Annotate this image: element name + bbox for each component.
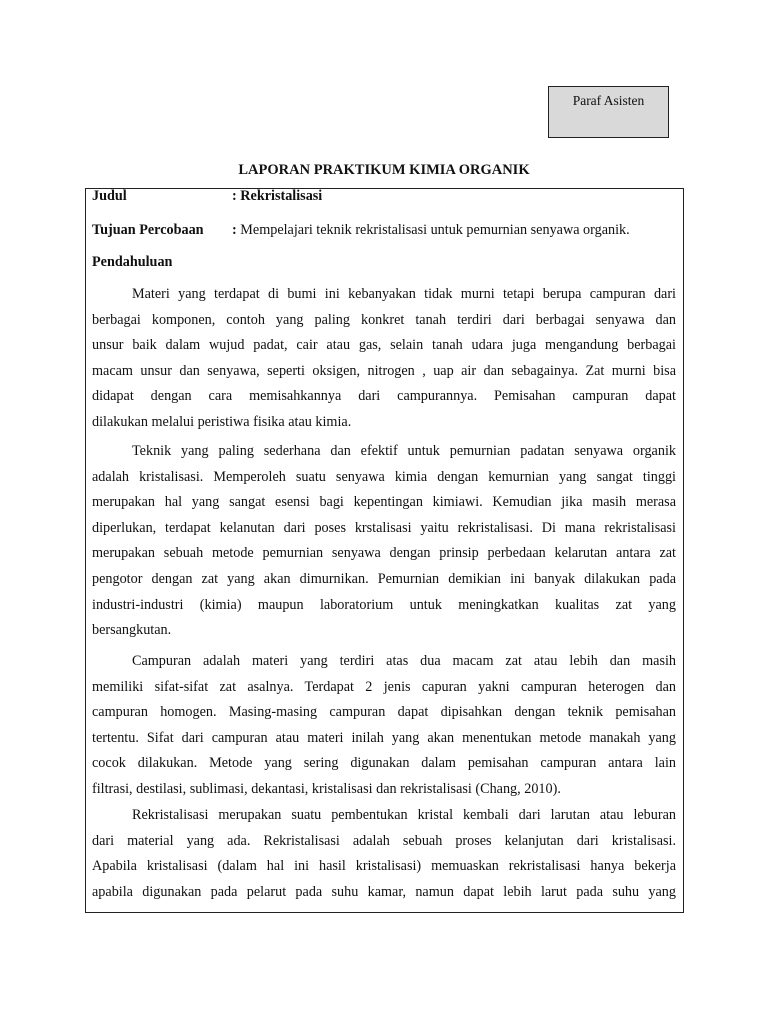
paragraph-line: didapat dengan cara memisahkannya dari campurannya. Pemisahan campuran dapat: [92, 388, 676, 405]
paragraph-line: tertentu. Sifat dari campuran atau materi inilah yang akan menentukan metode manakah yang: [92, 729, 676, 746]
paragraph-line: unsur baik dalam wujud padat, cair atau gas, selain tanah udara juga mengandung berbagai: [92, 337, 676, 354]
paragraph-line: memiliki sifat-sifat zat asalnya. Terdapat 2 jenis capuran yakni campuran heterogen dan: [92, 678, 676, 695]
paragraph-line: merupakan hal yang sangat esensi bagi kepentingan kimiawi. Kemudian jika masih merasa: [92, 494, 676, 511]
judul-value: : Rekristalisasi: [232, 188, 323, 204]
judul-label: Judul: [92, 188, 127, 204]
paragraph-line: bersangkutan.: [92, 622, 172, 639]
tujuan-colon: :: [232, 222, 237, 238]
paragraph-1: [92, 282, 676, 436]
paragraph-line: Apabila kristalisasi (dalam hal ini hasil kristalisasi) memuaskan rekristalisasi hanya bekerja: [92, 858, 676, 875]
tujuan-value: [232, 222, 630, 239]
paragraph-line: industri-industri (kimia) maupun laboratorium untuk meningkatkan kualitas zat yang: [92, 596, 676, 613]
paragraph-line: dilakukan melalui peristiwa fisika atau kimia.: [92, 413, 352, 430]
paragraph-line: filtrasi, destilasi, sublimasi, dekantasi, kristalisasi dan rekristalisasi (Chang, 2010).: [92, 780, 561, 797]
paragraph-line: Rekristalisasi merupakan suatu pembentukan kristal kembali dari larutan atau leburan: [132, 807, 676, 823]
paragraph-line: dari material yang ada. Rekristalisasi adalah sebuah proses kelanjutan dari kristalisasi.: [92, 832, 676, 849]
paragraph-line: macam unsur dan senyawa, seperti oksigen, nitrogen , uap air dan sebagainya. Zat murni bisa: [92, 362, 676, 379]
paragraph-line: apabila digunakan pada pelarut pada suhu kamar, namun dapat lebih larut pada suhu yang: [92, 883, 676, 900]
paragraph-line: Campuran adalah materi yang terdiri atas dua macam zat atau lebih dan masih: [132, 653, 676, 669]
tujuan-label: Tujuan Percobaan: [92, 222, 204, 238]
paraf-asisten-box: [548, 86, 669, 138]
tujuan-text: Mempelajari teknik rekristalisasi untuk pemurnian senyawa organik.: [240, 222, 630, 238]
paragraph-line: cocok dilakukan. Metode yang sering digunakan dalam pemisahan campuran antara lain: [92, 755, 676, 772]
paragraph-line: diperlukan, terdapat kelanutan dari poses krstalisasi yaitu rekristalisasi. Di mana rekristalisasi: [92, 519, 676, 536]
paragraph-line: Materi yang terdapat di bumi ini kebanyakan tidak murni tetapi berupa campuran dari: [132, 286, 676, 302]
paragraph-line: pengotor dengan zat yang akan dimurnikan. Pemurnian demikian ini banyak dilakukan pada: [92, 570, 676, 587]
paragraph-line: Teknik yang paling sederhana dan efektif untuk pemurnian padatan senyawa organik: [132, 443, 676, 459]
section-heading: Pendahuluan: [92, 254, 173, 270]
paragraph-3: [92, 649, 676, 803]
paragraph-line: merupakan sebuah metode pemurnian senyawa dengan prinsip perbedaan kelarutan antara zat: [92, 545, 676, 562]
paragraph-line: adalah kristalisasi. Memperoleh suatu senyawa kimia dengan kemurnian yang sangat tinggi: [92, 468, 676, 485]
paragraph-4: [92, 803, 676, 905]
paragraph-2: [92, 439, 676, 644]
paragraph-line: campuran homogen. Masing-masing campuran dapat dipisahkan dengan teknik pemisahan: [92, 704, 676, 721]
report-title: LAPORAN PRAKTIKUM KIMIA ORGANIK: [238, 162, 530, 178]
paraf-asisten-label: Paraf Asisten: [572, 93, 645, 108]
paragraph-line: berbagai komponen, contoh yang paling konkret tanah terdiri dari berbagai senyawa dan: [92, 311, 676, 328]
